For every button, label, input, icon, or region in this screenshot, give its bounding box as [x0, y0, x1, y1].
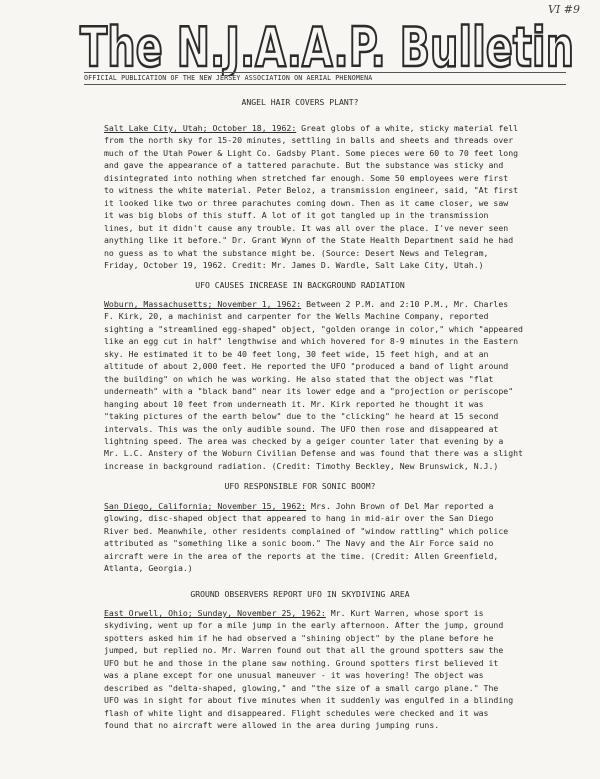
article-title-skydiving: GROUND OBSERVERS REPORT UFO IN SKYDIVING AREA — [190, 589, 410, 599]
article-line: Friday, October 19, 1962. Credit: Mr. James D. Wardle, Salt Lake City, Utah.) — [104, 259, 484, 270]
article-line: much of the Utah Power & Light Co. Gadsby Plant. Some pieces were 60 to 70 feet long — [104, 147, 519, 158]
article-line: skydiving, went up for a mile jump in the early afternoon. After the jump, ground — [104, 620, 504, 631]
article-line: glowing, disc-shaped object that appeared to hang in mid-air over the San Diego — [104, 513, 494, 524]
article-first-line: Salt Lake City, Utah; October 18, 1962: Great globs of a white, sticky material fell — [104, 123, 519, 133]
article-body-skydiving — [104, 607, 574, 732]
article-title-angel-hair: ANGEL HAIR COVERS PLANT? — [241, 97, 359, 107]
article-first-line: Woburn, Massachusetts; November 1, 1962: Between 2 P.M. and 2:10 P.M., Mr. Charles — [104, 299, 509, 309]
article-line: anything like it before." Dr. Grant Wynn of the State Health Department said he had — [104, 235, 514, 246]
article-line: flash of white light and disappeared. Flight schedules were checked and it was — [104, 707, 489, 718]
article-line: F. Kirk, 20, a machinist and carpenter for the Wells Machine Company, reported — [104, 311, 489, 322]
article-line: River bed. Meanwhile, other residents complained of "window rattling" which police — [104, 525, 509, 536]
article-line: found that no aircraft were allowed in the area during jumping runs. — [104, 720, 440, 731]
article-line: Atlanta, Georgia.) — [104, 563, 193, 574]
corner-note: VI #9 — [547, 3, 580, 16]
article-line: and gave the appearance of a tattered parachute. But the substance was sticky and — [104, 160, 504, 171]
article-dateline: East Orwell, Ohio; Sunday, November 25, 1962: — [104, 608, 326, 618]
article-body-angel-hair — [104, 122, 574, 271]
article-line: disintegrated into nothing when stretched far enough. Some 50 employees were first — [104, 172, 509, 183]
subtitle-rule-top — [84, 72, 566, 73]
publication-subtitle: OFFICIAL PUBLICATION OF THE NEW JERSEY ASSOCIATION ON AERIAL PHENOMENA — [84, 74, 373, 82]
article-line: no guess as to what the substance might be. (Source: Desert News and Telegram, — [104, 247, 489, 258]
article-line: Mr. L.C. Anstery of the Woburn Civilian Defense and was found that there was a slight — [104, 448, 523, 459]
article-title-background-radiation: UFO CAUSES INCREASE IN BACKGROUND RADIATION — [195, 280, 405, 290]
article-dateline: Salt Lake City, Utah; October 18, 1962: — [104, 123, 297, 133]
article-first-line: East Orwell, Ohio; Sunday, November 25, 1962: Mr. Kurt Warren, whose sport is — [104, 608, 484, 618]
article-line: altitude of about 2,000 feet. He reported the UFO "produced a band of light around — [104, 361, 509, 372]
article-dateline: San Diego, California; November 15, 1962: — [104, 501, 307, 511]
article-line: "taking pictures of the earth below" due to the "clicking" he heard at 15 second — [104, 411, 499, 422]
article-line: attributed as "something like a sonic boom." The Navy and the Air Force said no — [104, 538, 494, 549]
article-line: hanging about 10 feet from underneath it. Mr. Kirk reported he thought it was — [104, 398, 484, 409]
article-first-line: San Diego, California; November 15, 1962: Mrs. John Brown of Del Mar reported a — [104, 501, 494, 511]
article-line: sighting a "streamlined egg-shaped" object, "golden orange in color," which "appeared — [104, 323, 523, 334]
article-body-sonic-boom — [104, 500, 574, 575]
article-title-sonic-boom: UFO RESPONSIBLE FOR SONIC BOOM? — [224, 481, 376, 491]
article-line: from the north sky for 15-20 minutes, settling in balls and sheets and threads over — [104, 135, 514, 146]
article-line: UFO but he and those in the plane saw nothing. Ground spotters first believed it — [104, 657, 499, 668]
masthead — [78, 14, 578, 76]
article-line: lightning speed. The area was checked by a geiger counter later that evening by a — [104, 435, 504, 446]
article-line: sky. He estimated it to be 40 feet long, 30 feet wide, 15 feet high, and at an — [104, 348, 489, 359]
article-line: described as "delta-shaped, glowing," and "the size of a small cargo plane." The — [104, 682, 499, 693]
article-line: spotters asked him if he had observed a "shining object" by the plane before he — [104, 632, 494, 643]
article-line: was a plane except for one unusual maneuver - it was hovering! The object was — [104, 670, 484, 681]
article-dateline: Woburn, Massachusetts; November 1, 1962: — [104, 299, 302, 309]
article-line: lines, but it didn't cause any trouble. It was all over the place. I've never seen — [104, 222, 509, 233]
article-line: to witness the white material. Peter Beloz, a transmission engineer, said, "At first — [104, 185, 519, 196]
article-line: aircraft were in the area of the reports at the time. (Credit: Allen Greenfield, — [104, 550, 499, 561]
article-line: jumped, but replied no. Mr. Warren found out that all the ground spotters saw the — [104, 645, 504, 656]
article-line: increase in background radiation. (Credit: Timothy Beckley, New Brunswick, N.J.) — [104, 460, 499, 471]
article-line: like an egg cut in half" lengthwise and which hovered for 8-9 minutes in the Eastern — [104, 336, 519, 347]
masthead-logo — [78, 14, 578, 76]
article-line: intervals. This was the only audible sound. The UFO then rose and disappeared at — [104, 423, 499, 434]
masthead-title: The N.J.A.A.P. Bulletin — [80, 16, 574, 76]
article-body-background-radiation — [104, 298, 574, 472]
article-line: the building" on which he was working. He also stated that the object was "flat — [104, 373, 494, 384]
subtitle-rule-bottom — [84, 84, 566, 85]
article-line: UFO was in sight for about five minutes when it suddenly was engulfed in a blinding — [104, 695, 514, 706]
article-line: it looked like two or three parachutes coming down. Then as it came closer, we saw — [104, 197, 509, 208]
article-line: underneath" with a "black band" near its lower edge and a "projection or periscope" — [104, 386, 514, 397]
article-line: it was big blobs of this stuff. A lot of it got tangled up in the transmission — [104, 210, 489, 221]
